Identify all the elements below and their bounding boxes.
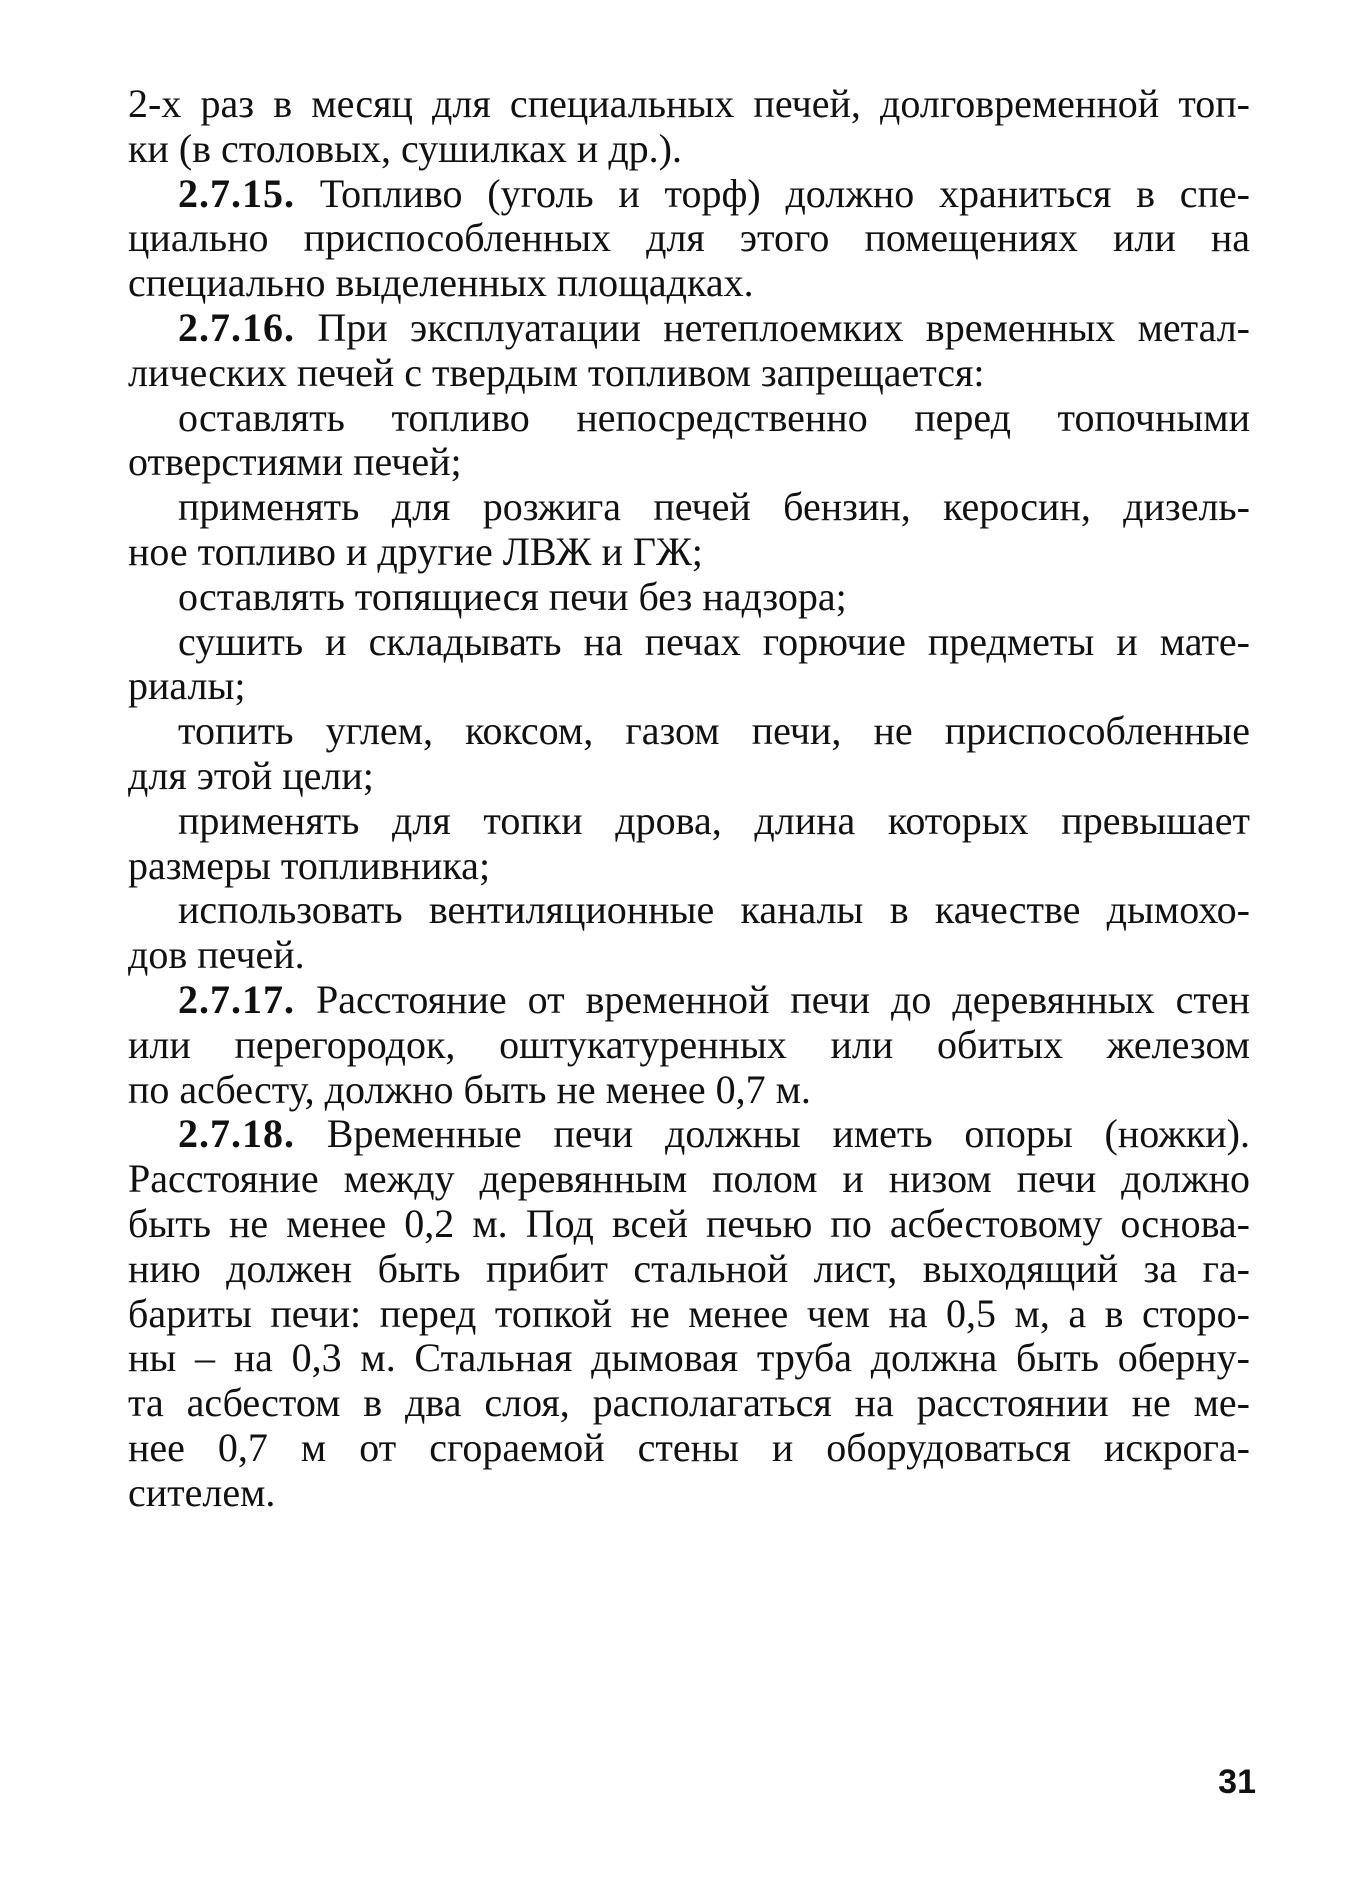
text-line — [128, 306, 1250, 351]
text-fragment: При эксплуатации нетеплоемких временных метал- — [317, 304, 1250, 350]
text-line: использовать вентиляционные каналы в качестве дымохо- — [178, 887, 1250, 933]
text-line: нее 0,7 м от сгораемой стены и оборудоваться искрога- — [128, 1424, 1250, 1470]
text-line: применять для топки дрова, длина которых превышает — [178, 797, 1250, 843]
text-line: оставлять топящиеся печи без надзора; — [178, 573, 847, 619]
page-number: 31 — [1218, 1763, 1256, 1801]
text-fragment: Расстояние от временной печи до деревянных стен — [315, 976, 1251, 1022]
text-line: или перегородок, оштукатуренных или обитых железом — [128, 1021, 1250, 1067]
text-fragment: Временные печи должны иметь опоры (ножки). — [326, 1111, 1250, 1157]
text-line: ное топливо и другие ЛВЖ и ГЖ; — [128, 528, 703, 574]
text-line: сушить и складывать на печах горючие предметы и мате- — [178, 618, 1250, 664]
text-line: оставлять топливо непосредственно перед топочными — [178, 394, 1250, 440]
clause-number: 2.7.16. — [178, 304, 295, 350]
text-line — [128, 172, 1250, 217]
paragraph-2-7-17 — [128, 978, 1250, 1112]
text-line: Расстояние между деревянным полом и низом печи должно — [128, 1156, 1250, 1202]
text-line: бариты печи: перед топкой не менее чем на 0,5 м, а в сторо- — [128, 1290, 1250, 1336]
clause-number: 2.7.18. — [178, 1111, 295, 1157]
list-item — [128, 575, 1250, 620]
text-line: топить углем, коксом, газом печи, не приспособленные — [178, 708, 1250, 754]
text-line: специально выделенных площадках. — [128, 260, 754, 306]
text-line: лических печей с твердым топливом запрещается: — [128, 349, 985, 395]
text-line: дов печей. — [128, 932, 305, 978]
text-line: ки (в столовых, сушилках и др.). — [128, 125, 683, 171]
text-fragment: Топливо (уголь и торф) должно храниться в спе- — [319, 170, 1250, 216]
paragraph-2-7-15 — [128, 172, 1250, 306]
text-line: циально приспособленных для этого помещениях или на — [128, 215, 1250, 261]
text-line — [128, 978, 1250, 1023]
list-item — [128, 485, 1250, 575]
list-item — [128, 620, 1250, 710]
clause-number: 2.7.17. — [178, 976, 295, 1022]
list-item — [128, 709, 1250, 799]
text-line — [128, 1112, 1250, 1157]
paragraph-2-7-16 — [128, 306, 1250, 396]
text-line: быть не менее 0,2 м. Под всей печью по асбестовому основа- — [128, 1200, 1250, 1246]
text-line: 2-х раз в месяц для специальных печей, долговременной топ- — [128, 81, 1250, 126]
text-line: по асбесту, должно быть не менее 0,7 м. — [128, 1066, 811, 1112]
text-line: ны – на 0,3 м. Стальная дымовая труба должна быть оберну- — [128, 1335, 1250, 1381]
paragraph-continuation — [128, 82, 1250, 172]
list-item — [128, 888, 1250, 978]
text-line: нию должен быть прибит стальной лист, выходящий за га- — [128, 1245, 1250, 1291]
text-line: для этой цели; — [128, 752, 374, 798]
text-line: сителем. — [128, 1469, 276, 1515]
list-item — [128, 799, 1250, 889]
text-line: размеры топливника; — [128, 842, 491, 888]
clause-number: 2.7.15. — [178, 170, 295, 216]
text-line: применять для розжига печей бензин, керосин, дизель- — [178, 484, 1250, 530]
text-line: риалы; — [128, 663, 246, 709]
list-item — [128, 396, 1250, 486]
paragraph-2-7-18 — [128, 1112, 1250, 1515]
text-line: та асбестом в два слоя, располагаться на расстоянии не ме- — [128, 1380, 1250, 1426]
page-body — [128, 82, 1250, 1516]
text-line: отверстиями печей; — [128, 439, 462, 485]
